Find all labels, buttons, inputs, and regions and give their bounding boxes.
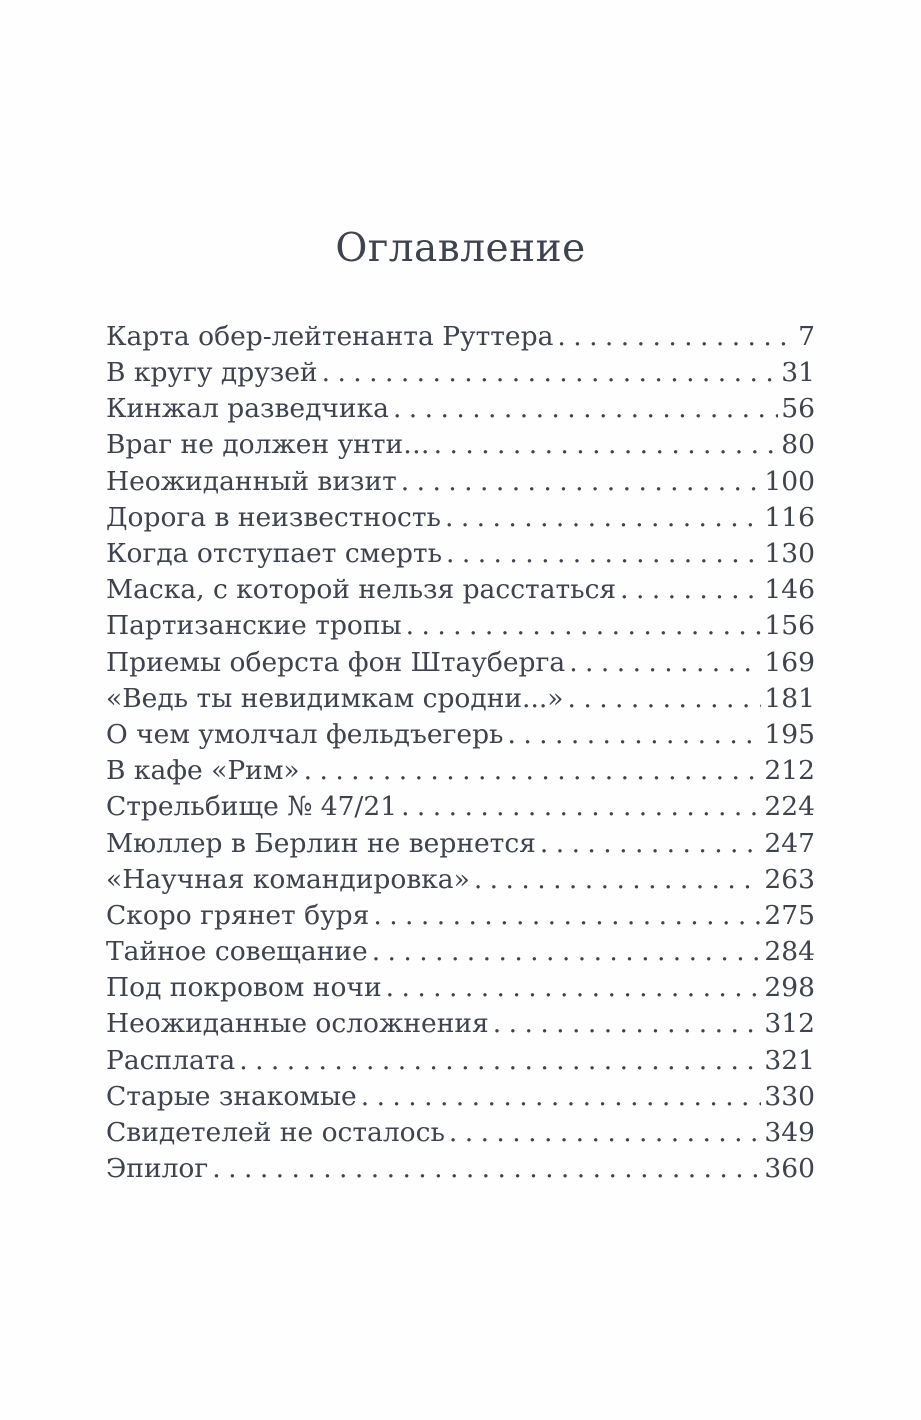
page-number: 130 — [764, 538, 815, 570]
toc-entry-row — [106, 862, 815, 898]
dot-leader — [620, 572, 761, 608]
toc-entry-row — [106, 753, 815, 789]
page-number: 298 — [764, 972, 815, 1004]
page-number: 100 — [764, 465, 815, 497]
page-title: Оглавление — [335, 226, 586, 271]
toc-entry-row — [106, 826, 815, 862]
entry-title: Маска, с которой нельзя расстаться — [106, 574, 617, 606]
toc-entry-row — [106, 789, 815, 825]
entry-title: Враг не должен унти… — [106, 429, 430, 461]
page-number: 247 — [764, 827, 815, 859]
toc-entry-row — [106, 1043, 815, 1079]
dot-leader — [361, 1079, 762, 1115]
entry-title: Эпилог — [106, 1153, 209, 1185]
dot-leader — [322, 355, 779, 391]
dot-leader — [445, 500, 761, 536]
entry-title: О чем умолчал фельдъегерь — [106, 718, 504, 750]
toc-entry-row — [106, 391, 815, 427]
page-number: 7 — [798, 320, 815, 352]
page-number: 156 — [764, 610, 815, 642]
toc-entry-row — [106, 1115, 815, 1151]
page-number: 284 — [764, 936, 815, 968]
entry-title: Когда отступает смерть — [106, 538, 443, 570]
page-number: 31 — [781, 357, 815, 389]
entry-title: В кругу друзей — [106, 357, 318, 389]
page-number: 116 — [764, 501, 815, 533]
dot-leader — [386, 970, 762, 1006]
page-number: 263 — [764, 863, 815, 895]
page-number: 349 — [764, 1117, 815, 1149]
toc-entry-row — [106, 970, 815, 1006]
entry-title: Партизанские тропы — [106, 610, 402, 642]
entry-title: Расплата — [106, 1044, 236, 1076]
toc-entry-row — [106, 1079, 815, 1115]
page-number: 181 — [764, 682, 815, 714]
dot-leader — [474, 862, 762, 898]
dot-leader — [372, 934, 762, 970]
toc-entry-row — [106, 427, 815, 463]
dot-leader — [406, 608, 762, 644]
entry-title: Приемы оберста фон Штауберга — [106, 646, 566, 678]
dot-leader — [434, 427, 779, 463]
toc-entry-row — [106, 319, 815, 355]
dot-leader — [557, 319, 795, 355]
toc-entry-row — [106, 536, 815, 572]
page-number: 56 — [781, 393, 815, 425]
toc-entry-row — [106, 1006, 815, 1042]
dot-leader — [401, 464, 762, 500]
page-number: 212 — [764, 755, 815, 787]
entry-title: «Научная командировка» — [106, 863, 470, 895]
toc-entry-row — [106, 500, 815, 536]
entry-title: Карта обер-лейтенанта Руттера — [106, 320, 554, 352]
dot-leader — [304, 753, 762, 789]
dot-leader — [401, 789, 761, 825]
dot-leader — [449, 1115, 762, 1151]
toc-entry-row — [106, 645, 815, 681]
dot-leader — [569, 645, 761, 681]
dot-leader — [568, 681, 762, 717]
page-number: 80 — [781, 429, 815, 461]
page-number: 224 — [764, 791, 815, 823]
page-number: 146 — [764, 574, 815, 606]
entry-title: Неожиданный визит — [106, 465, 397, 497]
entry-title: Скоро грянет буря — [106, 899, 370, 931]
toc-entry-row — [106, 717, 815, 753]
page-number: 312 — [764, 1008, 815, 1040]
toc-entry-row — [106, 681, 815, 717]
toc-entry-row — [106, 572, 815, 608]
entry-title: Кинжал разведчика — [106, 393, 389, 425]
entry-title: Свидетелей не осталось — [106, 1117, 445, 1149]
page-number: 360 — [764, 1153, 815, 1185]
toc-entry-row — [106, 464, 815, 500]
dot-leader — [373, 898, 761, 934]
entry-title: Мюллер в Берлин не вернется — [106, 827, 536, 859]
entry-title: Дорога в неизвестность — [106, 501, 441, 533]
page-number: 195 — [764, 718, 815, 750]
toc-entry-row — [106, 898, 815, 934]
entry-title: Неожиданные осложнения — [106, 1008, 489, 1040]
page-number: 169 — [764, 646, 815, 678]
toc-entry-row — [106, 608, 815, 644]
page-number: 321 — [764, 1044, 815, 1076]
entry-title: Старые знакомые — [106, 1080, 357, 1112]
toc-list — [106, 319, 815, 1188]
entry-title: Под покровом ночи — [106, 972, 382, 1004]
dot-leader — [493, 1006, 762, 1042]
dot-leader — [540, 826, 762, 862]
entry-title: Стрельбище № 47/21 — [106, 791, 398, 823]
page-number: 330 — [764, 1080, 815, 1112]
entry-title: Тайное совещание — [106, 936, 368, 968]
dot-leader — [239, 1043, 761, 1079]
dot-leader — [393, 391, 778, 427]
dot-leader — [212, 1151, 761, 1187]
dot-leader — [507, 717, 761, 753]
toc-entry-row — [106, 355, 815, 391]
toc-entry-row — [106, 1151, 815, 1187]
dot-leader — [446, 536, 761, 572]
entry-title: В кафе «Рим» — [106, 755, 300, 787]
page-number: 275 — [764, 899, 815, 931]
toc-entry-row — [106, 934, 815, 970]
entry-title: «Ведь ты невидимкам сродни...» — [106, 682, 564, 714]
